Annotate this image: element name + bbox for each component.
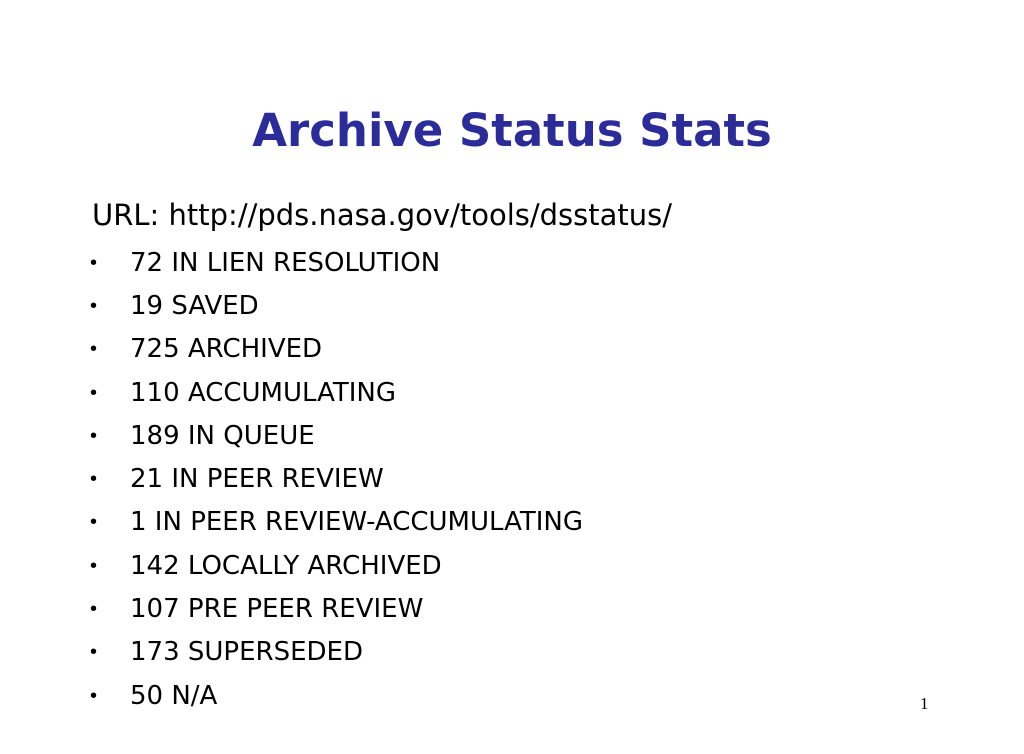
bullet-icon: • [90, 294, 98, 317]
list-item [88, 631, 583, 674]
list-item-text: 72 IN LIEN RESOLUTION [130, 247, 441, 278]
bullet-icon: • [90, 468, 98, 491]
slide-title: Archive Status Stats [252, 104, 772, 157]
status-list [88, 241, 583, 717]
list-item-text: 50 N/A [130, 680, 218, 711]
bullet-icon: • [90, 511, 98, 534]
list-item [88, 501, 583, 544]
list-item [88, 328, 583, 371]
bullet-icon: • [90, 424, 98, 447]
list-item-text: 173 SUPERSEDED [130, 637, 363, 668]
list-item-text: 1 IN PEER REVIEW-ACCUMULATING [130, 507, 584, 538]
bullet-icon: • [90, 251, 98, 274]
bullet-icon: • [90, 641, 98, 664]
list-item [88, 284, 583, 327]
bullet-icon: • [90, 684, 98, 707]
bullet-icon: • [90, 338, 98, 361]
list-item-text: 110 ACCUMULATING [130, 377, 397, 408]
bullet-icon: • [90, 381, 98, 404]
list-item-text: 142 LOCALLY ARCHIVED [130, 550, 442, 581]
list-item [88, 457, 583, 500]
list-item [88, 371, 583, 414]
list-item [88, 587, 583, 630]
list-item [88, 414, 583, 457]
list-item [88, 674, 583, 717]
list-item-text: 21 IN PEER REVIEW [130, 464, 384, 495]
url-line: URL: http://pds.nasa.gov/tools/dsstatus/ [92, 198, 673, 232]
list-item [88, 241, 583, 284]
list-item-text: 189 IN QUEUE [130, 420, 315, 451]
list-item-text: 107 PRE PEER REVIEW [130, 594, 424, 625]
list-item-text: 19 SAVED [130, 290, 259, 321]
list-item [88, 544, 583, 587]
bullet-icon: • [90, 598, 98, 621]
page-number: 1 [920, 694, 929, 713]
bullet-icon: • [90, 554, 98, 577]
list-item-text: 725 ARCHIVED [130, 334, 323, 365]
